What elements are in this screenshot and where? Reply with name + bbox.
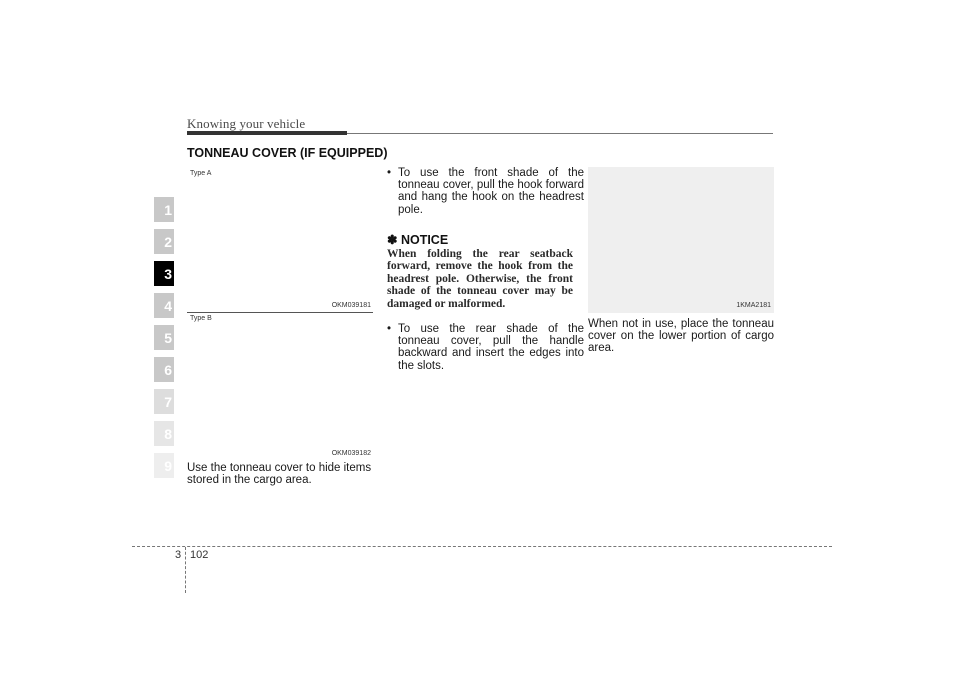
notice-body: When folding the rear seatback forward, remove the hook from the headrest pole. Otherwise, the front shade of the tonneau cover may be damaged or malformed. — [387, 248, 573, 310]
footer-rule — [132, 546, 832, 547]
footer-page-number: 102 — [190, 549, 209, 561]
right-image-code: 1KMA2181 — [736, 302, 771, 309]
footer-chapter-number: 3 — [175, 549, 182, 561]
chapter-tab-7[interactable]: 7 — [154, 389, 174, 414]
header-accent-bar — [187, 131, 347, 135]
chapter-tab-4[interactable]: 4 — [154, 293, 174, 318]
page-heading: TONNEAU COVER (IF EQUIPPED) — [187, 146, 388, 160]
notice-title: ✽ NOTICE — [387, 233, 449, 247]
cargo-area-photo — [588, 167, 774, 313]
storage-paragraph: When not in use, place the tonneau cover on the lower portion of cargo area. — [588, 318, 774, 355]
chapter-tab-9[interactable]: 9 — [154, 453, 174, 478]
bullet-rear-shade: • To use the rear shade of the tonneau cover, pull the handle backward and insert the edges into the slots. — [387, 323, 584, 372]
bullet-front-shade: • To use the front shade of the tonneau cover, pull the hook forward and hang the hook on the headrest pole. — [387, 167, 584, 216]
type-b-image-code: OKM039182 — [331, 450, 371, 457]
chapter-tab-1[interactable]: 1 — [154, 197, 174, 222]
type-a-label: Type A — [190, 170, 212, 177]
image-divider — [187, 312, 373, 313]
bullet-rear-shade-text: To use the rear shade of the tonneau cover, pull the handle backward and insert the edges into the slots. — [398, 323, 584, 372]
chapter-tab-6[interactable]: 6 — [154, 357, 174, 382]
chapter-tab-5[interactable]: 5 — [154, 325, 174, 350]
type-b-label: Type B — [190, 315, 212, 322]
chapter-tab-2[interactable]: 2 — [154, 229, 174, 254]
bullet-front-shade-text: To use the front shade of the tonneau cover, pull the hook forward and hang the hook on the headrest pole. — [398, 167, 584, 216]
chapter-tab-3[interactable]: 3 — [154, 261, 174, 286]
chapter-tab-8[interactable]: 8 — [154, 421, 174, 446]
type-a-image-code: OKM039181 — [331, 302, 371, 309]
footer-separator — [185, 547, 186, 593]
section-title: Knowing your vehicle — [187, 116, 306, 131]
intro-paragraph: Use the tonneau cover to hide items stored in the cargo area. — [187, 462, 372, 487]
